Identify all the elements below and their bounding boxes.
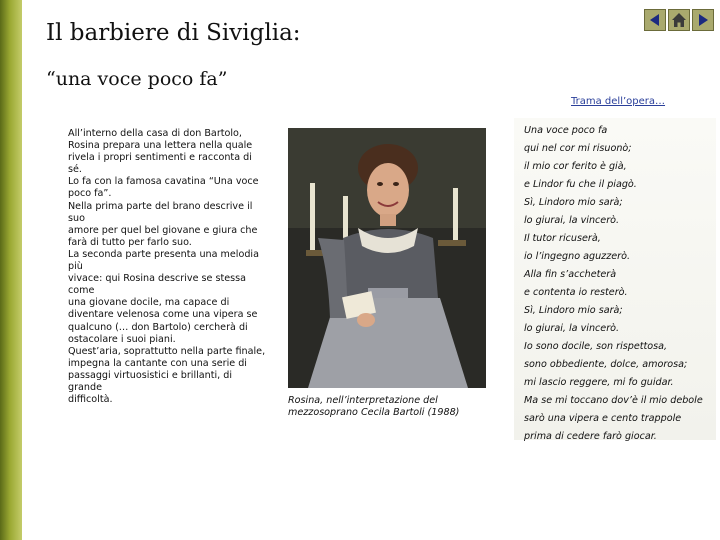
lyrics-list <box>524 125 703 449</box>
page-title: Il barbiere di Siviglia: <box>46 20 301 46</box>
photo-caption: Rosina, nell’interpretazione del mezzosoprano Cecila Bartoli (1988) <box>288 395 460 418</box>
lyric-line: qui nel cor mi risuonò; <box>524 143 632 154</box>
lyric-line: Ma se mi toccano dov’è il mio debole <box>524 395 703 406</box>
lyric-line: Una voce poco fa <box>524 125 608 136</box>
page-subtitle: “una voce poco fa” <box>46 68 228 90</box>
arrow-right-icon <box>695 12 711 28</box>
lyric-line: e Lindor fu che il piagò. <box>524 179 637 190</box>
home-button[interactable] <box>668 9 690 31</box>
lyric-line: prima di cedere farò giocar. <box>524 431 657 442</box>
home-icon <box>670 11 688 29</box>
lyric-line: il mio cor ferito è già, <box>524 161 627 172</box>
lyric-line: e contenta io resterò. <box>524 287 628 298</box>
intro-paragraph: All’interno della casa di don Bartolo, Rosina prepara una lettera nella quale rivela i propri sentimenti e racconta di sé. Lo fa con la famosa cavatina “Una voce poco fa”. Nella prima parte del brano descrive il suo amore per quel bel giovane e giura che farà di tutto per farlo suo. La seconda parte presenta una melodia più vivace: qui Rosina descrive se stessa come una giovane docile, ma capace di diventare velenosa come una vipera se qualcuno (… don Bartolo) cercherà di ostacolare i suoi piani. Quest’aria, soprattutto nella parte finale, impegna la cantante con una serie di passaggi virtuosistici e brillanti, di grande difficoltà. <box>68 128 266 406</box>
lyric-line: lo giurai, la vincerò. <box>524 215 620 226</box>
lyric-line: Alla fin s’accheterà <box>524 269 617 280</box>
navigation-buttons <box>644 9 714 31</box>
lyric-line: mi lascio reggere, mi fo guidar. <box>524 377 674 388</box>
lyric-line: sarò una vipera e cento trappole <box>524 413 682 424</box>
lyric-line: Io sono docile, son rispettosa, <box>524 341 668 352</box>
lyric-line: sono obbediente, dolce, amorosa; <box>524 359 688 370</box>
lyric-line: Sì, Lindoro mio sarà; <box>524 305 623 316</box>
forward-button[interactable] <box>692 9 714 31</box>
rosina-photo <box>288 128 486 388</box>
lyric-line: Sì, Lindoro mio sarà; <box>524 197 623 208</box>
arrow-left-icon <box>647 12 663 28</box>
lyric-line: Il tutor ricuserà, <box>524 233 601 244</box>
left-accent-stripe <box>0 0 22 540</box>
lyric-line: io l’ingegno aguzzerò. <box>524 251 631 262</box>
back-button[interactable] <box>644 9 666 31</box>
lyric-line: lo giurai, la vincerò. <box>524 323 620 334</box>
trama-opera-link[interactable]: Trama dell’opera… <box>571 96 666 107</box>
